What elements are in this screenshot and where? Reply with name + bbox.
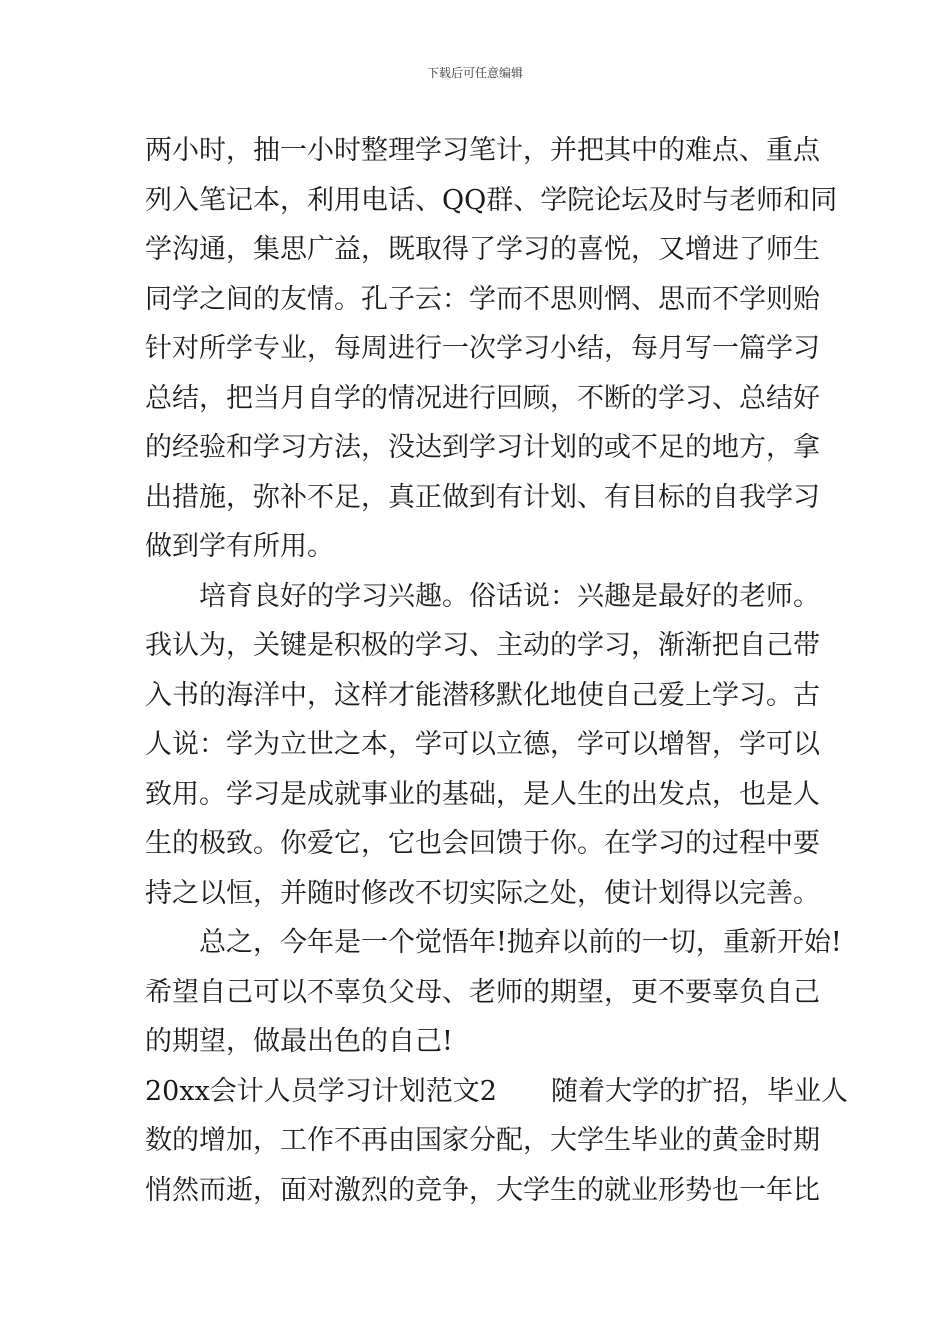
text-line: 希望自己可以不辜负父母、老师的期望，更不要辜负自己 — [145, 976, 820, 1008]
text-line: 总结，把当月自学的情况进行回顾，不断的学习、总结好 — [145, 382, 820, 414]
page-header: 下载后可任意编辑 — [426, 66, 523, 80]
text-line: 针对所学专业，每周进行一次学习小结，每月写一篇学习 — [145, 333, 820, 364]
text-line: 培育良好的学习兴趣。俗话说：兴趣是最好的老师。 — [199, 580, 820, 612]
text-line: 致用。学习是成就事业的基础，是人生的出发点，也是人 — [145, 778, 820, 810]
text-line: 人说：学为立世之本，学可以立德，学可以增智，学可以 — [145, 729, 820, 760]
text-line: 出措施，弥补不足，真正做到有计划、有目标的自我学习 — [145, 481, 820, 513]
text-line: 总之，今年是一个觉悟年!抛弃以前的一切，重新开始! — [199, 927, 842, 958]
text-line: 悄然而逝，面对激烈的竞争，大学生的就业形势也一年比 — [145, 1174, 820, 1206]
text-line: 同学之间的友情。孔子云：学而不思则惘、思而不学则贻 — [145, 283, 820, 315]
text-line: 两小时，抽一小时整理学习笔计，并把其中的难点、重点 — [145, 135, 820, 166]
text-line: 我认为，关键是积极的学习、主动的学习，渐渐把自己带 — [145, 630, 820, 661]
text-line: 20xx会计人员学习计划范文2 随着大学的扩招，毕业人 — [145, 1075, 848, 1107]
text-line: 的期望，做最出色的自己! — [145, 1026, 453, 1057]
text-line: 列入笔记本，利用电话、QQ群、学院论坛及时与老师和同 — [145, 184, 838, 216]
text-line: 生的极致。你爱它，它也会回馈于你。在学习的过程中要 — [145, 828, 820, 859]
text-line: 入书的海洋中，这样才能潜移默化地使自己爱上学习。古 — [145, 679, 820, 711]
document-body — [145, 126, 848, 1215]
text-line: 数的增加，工作不再由国家分配，大学生毕业的黄金时期 — [145, 1125, 820, 1156]
text-line: 的经验和学习方法，没达到学习计划的或不足的地方，拿 — [145, 432, 820, 463]
text-line: 持之以恒，并随时修改不切实际之处，使计划得以完善。 — [145, 877, 820, 909]
text-line: 做到学有所用。 — [145, 531, 334, 562]
text-line: 学沟通，集思广益，既取得了学习的喜悦，又增进了师生 — [145, 234, 820, 265]
